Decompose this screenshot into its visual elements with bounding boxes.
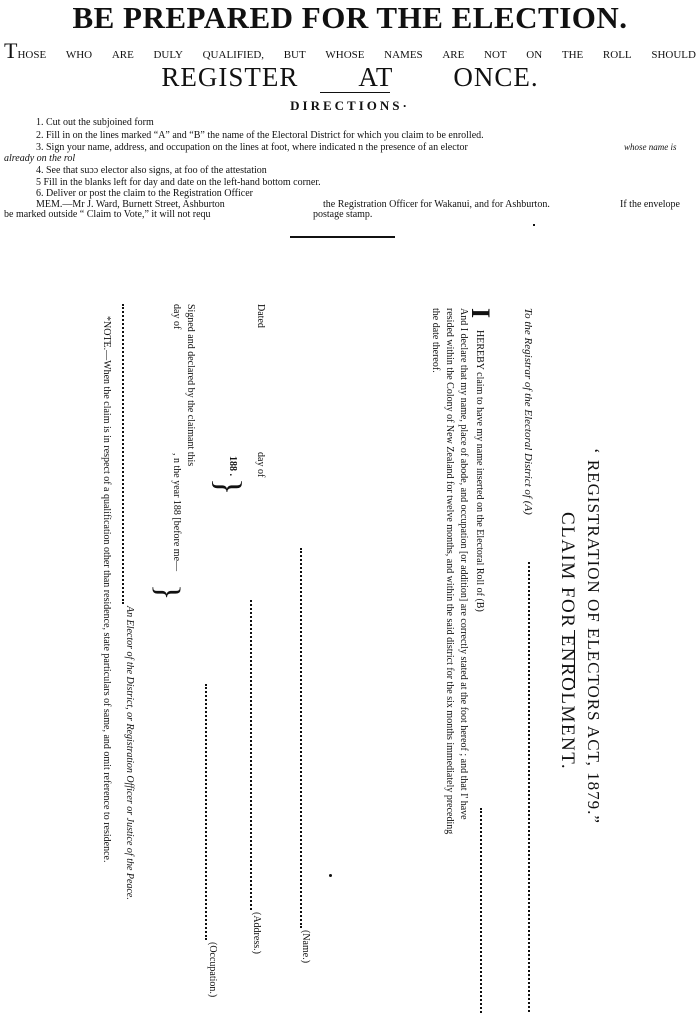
name-line[interactable] [300,548,302,928]
intro-word: NOT [484,49,507,61]
intro-word: WHOSE [325,49,365,61]
dotted-line-a [528,562,530,1012]
act-title: ‘ REGISTRATION OF ELECTORS ACT, 1879.” [584,448,603,824]
intro-word: ARE [111,49,134,61]
direction-step: 6. Deliver or post the claim to the Registration Officer [36,188,253,199]
dotted-line-b [480,808,482,1013]
intro-word: BUT [283,49,306,61]
direction-step: 1. Cut out the subjoined form [36,117,154,128]
direction-step-italic: already on the rol [4,153,76,164]
divider [320,92,390,93]
intro-word: ARE [442,49,465,61]
dated-label: Dated [255,304,266,328]
intro-word: ON [526,49,543,61]
brace: } [149,584,186,601]
direction-step: 5 Fill in the blanks left for day and date on the left-hand bottom corner. [36,177,321,188]
name-label: (Name.) [300,930,311,964]
occupation-line[interactable] [205,684,207,940]
signed-line: day of [171,304,182,330]
register-at-once [0,62,700,93]
speck [533,224,535,226]
intro-word: SHOULD [651,49,696,61]
intro-word: QUALIFIED, [202,49,265,61]
signed-line: , n the year 188 [before me— [171,453,182,572]
address-label: (Address.) [251,912,262,954]
claim-body-line: the date thereof. [430,308,441,373]
drop-cap: I [466,308,495,319]
year-188-label: 188 . [227,456,238,476]
direction-step: 2. Fill in on the lines marked “A” and “B” the name of the Electoral District for which you claim to be enrolled. [36,130,484,141]
memo-line: If the envelope [620,199,680,210]
elector-signature-line[interactable] [122,304,124,604]
signed-line: Signed and declared by the claimant this [185,304,196,467]
elector-line: An Elector of the District, or Registration Officer or Justice of the Peace. [124,606,135,900]
address-line[interactable] [250,600,252,910]
to-registrar-line: To the Registrar of the Electoral District of (A) [522,308,534,515]
claim-title: CLAIM FOR ENROLMENT. [557,512,578,771]
direction-step: 4. See that suɔɔ elector also signs, at foo of the attestation [36,165,267,176]
claim-body-line: And I declare that my name, place of abode, and occupation [or addition] are correctly stated at the foot hereof ; and that I' have [458,308,469,820]
brace: } [209,478,249,496]
claim-body-line: HEREBY claim to have my name inserted on the Electoral Roll of (B) [474,330,485,612]
occupation-label: (Occupation.) [207,942,218,998]
intro-line [4,38,696,63]
direction-step-italic: whose name is [624,142,677,152]
speck [329,874,332,877]
intro-word: THE [561,49,584,61]
intro-word: WHO [65,49,93,61]
intro-word: THOSE [4,38,47,63]
memo-line: the Registration Officer for Wakanui, and for Ashburton. [323,199,550,210]
register-word: AT [358,62,394,92]
memo-line: postage stamp. [313,209,373,220]
memo-line: be marked outside “ Claim to Vote,” it will not requ [4,209,211,220]
intro-word: ROLL [602,49,632,61]
intro-word: DULY [153,49,183,61]
footnote: *NOTE.—When the claim is in respect of a qualification other than residence, state particulars of same, and omit reference to residence. [101,316,112,863]
headline: BE PREPARED FOR THE ELECTION. [72,0,628,35]
register-word: REGISTER [161,62,299,92]
intro-word: NAMES [384,49,423,61]
direction-step: 3. Sign your name, address, and occupation on the lines at foot, where indicated n the presence of an elector [36,142,468,153]
register-word: ONCE. [453,62,539,92]
directions-title: DIRECTIONS· [290,98,410,113]
claim-body-line: resided within the Colony of New Zealand for twelve months, and within the said district for the six months immediately preceding [444,308,455,835]
memo-line: MEM.—Mr J. Ward, Burnett Street, Ashburton [36,199,225,210]
day-of-label: day of [255,452,266,478]
divider [290,236,395,238]
